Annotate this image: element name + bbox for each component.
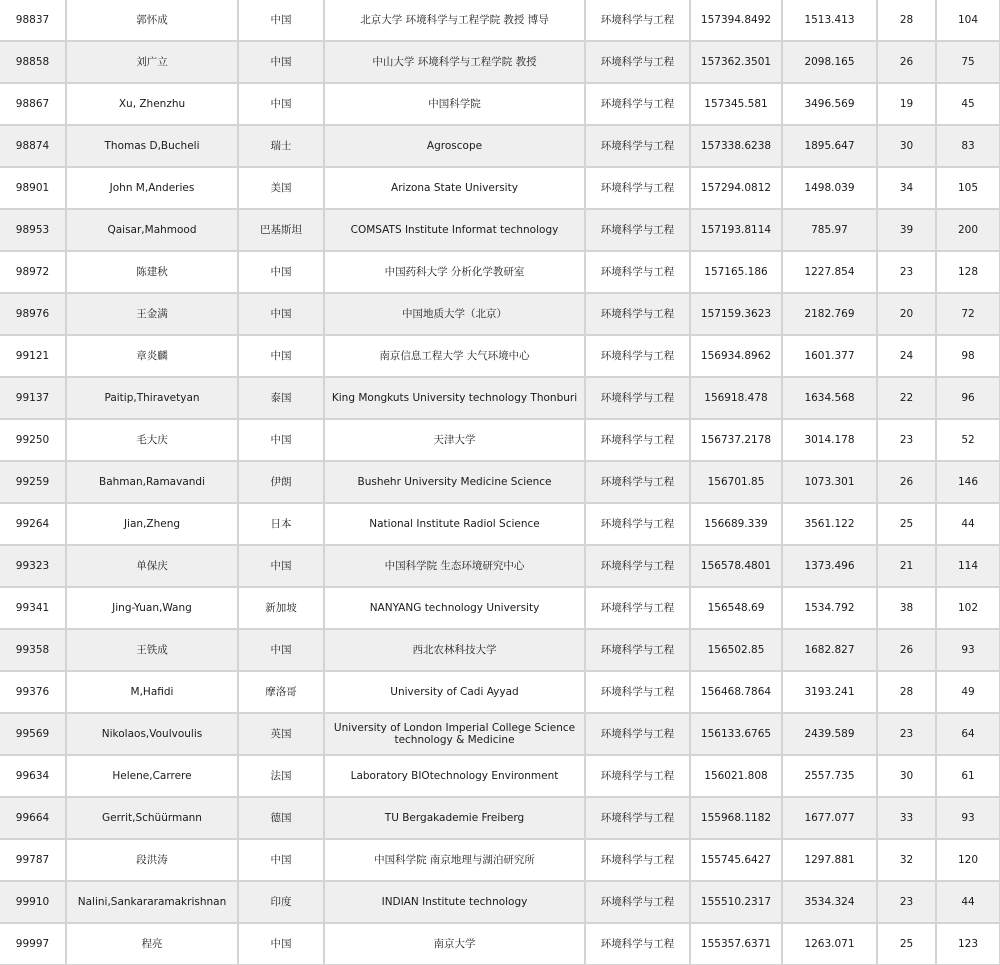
score-cell: 157345.581 (690, 83, 782, 125)
count-b-cell: 102 (936, 587, 1000, 629)
institution-cell: Agroscope (324, 125, 585, 167)
name-cell: 程亮 (66, 923, 238, 965)
value-cell: 1498.039 (782, 167, 877, 209)
value-cell: 3014.178 (782, 419, 877, 461)
field-cell: 环境科学与工程 (585, 713, 690, 755)
table-row (0, 545, 1000, 587)
table-row (0, 377, 1000, 419)
institution-cell: 中国科学院 生态环境研究中心 (324, 545, 585, 587)
score-cell: 157338.6238 (690, 125, 782, 167)
count-a-cell: 25 (877, 503, 936, 545)
count-a-cell: 28 (877, 0, 936, 41)
count-a-cell: 30 (877, 755, 936, 797)
value-cell: 1634.568 (782, 377, 877, 419)
table-row (0, 125, 1000, 167)
field-cell: 环境科学与工程 (585, 923, 690, 965)
country-cell: 中国 (238, 293, 324, 335)
score-cell: 156468.7864 (690, 671, 782, 713)
name-cell: Bahman,Ramavandi (66, 461, 238, 503)
field-cell: 环境科学与工程 (585, 881, 690, 923)
value-cell: 1227.854 (782, 251, 877, 293)
count-b-cell: 120 (936, 839, 1000, 881)
count-a-cell: 24 (877, 335, 936, 377)
score-cell: 156021.808 (690, 755, 782, 797)
institution-cell: 中山大学 环境科学与工程学院 教授 (324, 41, 585, 83)
table-row (0, 587, 1000, 629)
name-cell: Qaisar,Mahmood (66, 209, 238, 251)
table-row (0, 209, 1000, 251)
id-cell: 98972 (0, 251, 66, 293)
score-cell: 157394.8492 (690, 0, 782, 41)
name-cell: Gerrit,Schüürmann (66, 797, 238, 839)
score-cell: 155510.2317 (690, 881, 782, 923)
country-cell: 印度 (238, 881, 324, 923)
field-cell: 环境科学与工程 (585, 671, 690, 713)
id-cell: 98874 (0, 125, 66, 167)
institution-cell: COMSATS Institute Informat technology (324, 209, 585, 251)
name-cell: 毛大庆 (66, 419, 238, 461)
country-cell: 美国 (238, 167, 324, 209)
score-cell: 156737.2178 (690, 419, 782, 461)
count-a-cell: 30 (877, 125, 936, 167)
id-cell: 99137 (0, 377, 66, 419)
institution-cell: King Mongkuts University technology Thonburi (324, 377, 585, 419)
table-row (0, 251, 1000, 293)
id-cell: 99664 (0, 797, 66, 839)
id-cell: 99259 (0, 461, 66, 503)
field-cell: 环境科学与工程 (585, 293, 690, 335)
institution-cell: 北京大学 环境科学与工程学院 教授 博导 (324, 0, 585, 41)
count-b-cell: 93 (936, 797, 1000, 839)
id-cell: 99569 (0, 713, 66, 755)
id-cell: 99997 (0, 923, 66, 965)
table-row (0, 755, 1000, 797)
name-cell: 章炎麟 (66, 335, 238, 377)
country-cell: 日本 (238, 503, 324, 545)
value-cell: 2439.589 (782, 713, 877, 755)
country-cell: 中国 (238, 335, 324, 377)
name-cell: Xu, Zhenzhu (66, 83, 238, 125)
id-cell: 99358 (0, 629, 66, 671)
value-cell: 1534.792 (782, 587, 877, 629)
count-a-cell: 20 (877, 293, 936, 335)
score-cell: 157294.0812 (690, 167, 782, 209)
id-cell: 99910 (0, 881, 66, 923)
value-cell: 1297.881 (782, 839, 877, 881)
value-cell: 1682.827 (782, 629, 877, 671)
score-cell: 157362.3501 (690, 41, 782, 83)
name-cell: Nikolaos,Voulvoulis (66, 713, 238, 755)
country-cell: 英国 (238, 713, 324, 755)
institution-cell: 中国科学院 南京地理与湖泊研究所 (324, 839, 585, 881)
count-b-cell: 128 (936, 251, 1000, 293)
table-row (0, 41, 1000, 83)
count-a-cell: 39 (877, 209, 936, 251)
country-cell: 中国 (238, 251, 324, 293)
score-cell: 156502.85 (690, 629, 782, 671)
count-a-cell: 21 (877, 545, 936, 587)
id-cell: 99250 (0, 419, 66, 461)
name-cell: Paitip,Thiravetyan (66, 377, 238, 419)
count-b-cell: 75 (936, 41, 1000, 83)
count-a-cell: 38 (877, 587, 936, 629)
name-cell: Thomas D,Bucheli (66, 125, 238, 167)
score-cell: 156548.69 (690, 587, 782, 629)
table-row (0, 671, 1000, 713)
name-cell: Nalini,Sankararamakrishnan (66, 881, 238, 923)
institution-cell: University of Cadi Ayyad (324, 671, 585, 713)
country-cell: 巴基斯坦 (238, 209, 324, 251)
score-cell: 156701.85 (690, 461, 782, 503)
count-a-cell: 22 (877, 377, 936, 419)
count-a-cell: 23 (877, 251, 936, 293)
country-cell: 中国 (238, 545, 324, 587)
institution-cell: 南京大学 (324, 923, 585, 965)
institution-cell: 南京信息工程大学 大气环境中心 (324, 335, 585, 377)
institution-cell: 中国科学院 (324, 83, 585, 125)
country-cell: 泰国 (238, 377, 324, 419)
name-cell: Helene,Carrere (66, 755, 238, 797)
field-cell: 环境科学与工程 (585, 125, 690, 167)
table-row (0, 713, 1000, 755)
country-cell: 中国 (238, 83, 324, 125)
institution-cell: NANYANG technology University (324, 587, 585, 629)
value-cell: 1895.647 (782, 125, 877, 167)
count-a-cell: 23 (877, 881, 936, 923)
country-cell: 中国 (238, 923, 324, 965)
country-cell: 伊朗 (238, 461, 324, 503)
table-row (0, 83, 1000, 125)
table-row (0, 293, 1000, 335)
name-cell: 郭怀成 (66, 0, 238, 41)
name-cell: 王铁成 (66, 629, 238, 671)
id-cell: 98901 (0, 167, 66, 209)
name-cell: M,Hafidi (66, 671, 238, 713)
count-a-cell: 25 (877, 923, 936, 965)
table-row (0, 461, 1000, 503)
table-row (0, 503, 1000, 545)
count-a-cell: 33 (877, 797, 936, 839)
field-cell: 环境科学与工程 (585, 839, 690, 881)
score-cell: 156689.339 (690, 503, 782, 545)
institution-cell: Laboratory BIOtechnology Environment (324, 755, 585, 797)
score-cell: 155357.6371 (690, 923, 782, 965)
value-cell: 2557.735 (782, 755, 877, 797)
table-row (0, 0, 1000, 41)
table-row (0, 797, 1000, 839)
score-cell: 155745.6427 (690, 839, 782, 881)
table-row (0, 839, 1000, 881)
id-cell: 98867 (0, 83, 66, 125)
country-cell: 新加坡 (238, 587, 324, 629)
count-b-cell: 44 (936, 503, 1000, 545)
score-cell: 156578.4801 (690, 545, 782, 587)
field-cell: 环境科学与工程 (585, 41, 690, 83)
count-b-cell: 61 (936, 755, 1000, 797)
score-cell: 156918.478 (690, 377, 782, 419)
id-cell: 99787 (0, 839, 66, 881)
field-cell: 环境科学与工程 (585, 167, 690, 209)
value-cell: 2098.165 (782, 41, 877, 83)
field-cell: 环境科学与工程 (585, 755, 690, 797)
table-row (0, 881, 1000, 923)
field-cell: 环境科学与工程 (585, 461, 690, 503)
name-cell: John M,Anderies (66, 167, 238, 209)
field-cell: 环境科学与工程 (585, 377, 690, 419)
country-cell: 法国 (238, 755, 324, 797)
name-cell: Jian,Zheng (66, 503, 238, 545)
name-cell: 单保庆 (66, 545, 238, 587)
field-cell: 环境科学与工程 (585, 629, 690, 671)
id-cell: 99264 (0, 503, 66, 545)
count-b-cell: 45 (936, 83, 1000, 125)
country-cell: 中国 (238, 0, 324, 41)
institution-cell: TU Bergakademie Freiberg (324, 797, 585, 839)
count-a-cell: 26 (877, 461, 936, 503)
id-cell: 98837 (0, 0, 66, 41)
id-cell: 99121 (0, 335, 66, 377)
institution-cell: 中国药科大学 分析化学教研室 (324, 251, 585, 293)
institution-cell: Arizona State University (324, 167, 585, 209)
institution-cell: National Institute Radiol Science (324, 503, 585, 545)
count-b-cell: 114 (936, 545, 1000, 587)
score-cell: 157159.3623 (690, 293, 782, 335)
value-cell: 1677.077 (782, 797, 877, 839)
id-cell: 99634 (0, 755, 66, 797)
value-cell: 1263.071 (782, 923, 877, 965)
field-cell: 环境科学与工程 (585, 335, 690, 377)
field-cell: 环境科学与工程 (585, 251, 690, 293)
count-a-cell: 23 (877, 419, 936, 461)
score-cell: 157165.186 (690, 251, 782, 293)
count-b-cell: 93 (936, 629, 1000, 671)
institution-cell: 中国地质大学（北京） (324, 293, 585, 335)
name-cell: Jing-Yuan,Wang (66, 587, 238, 629)
score-cell: 156934.8962 (690, 335, 782, 377)
count-b-cell: 146 (936, 461, 1000, 503)
id-cell: 99341 (0, 587, 66, 629)
count-b-cell: 44 (936, 881, 1000, 923)
count-b-cell: 52 (936, 419, 1000, 461)
institution-cell: 天津大学 (324, 419, 585, 461)
count-a-cell: 26 (877, 629, 936, 671)
count-b-cell: 96 (936, 377, 1000, 419)
count-a-cell: 23 (877, 713, 936, 755)
value-cell: 3496.569 (782, 83, 877, 125)
score-cell: 157193.8114 (690, 209, 782, 251)
table-row (0, 167, 1000, 209)
id-cell: 98976 (0, 293, 66, 335)
id-cell: 99376 (0, 671, 66, 713)
table-row (0, 629, 1000, 671)
count-b-cell: 72 (936, 293, 1000, 335)
country-cell: 摩洛哥 (238, 671, 324, 713)
field-cell: 环境科学与工程 (585, 419, 690, 461)
count-b-cell: 49 (936, 671, 1000, 713)
value-cell: 2182.769 (782, 293, 877, 335)
count-b-cell: 64 (936, 713, 1000, 755)
field-cell: 环境科学与工程 (585, 209, 690, 251)
value-cell: 1073.301 (782, 461, 877, 503)
field-cell: 环境科学与工程 (585, 83, 690, 125)
value-cell: 3193.241 (782, 671, 877, 713)
country-cell: 德国 (238, 797, 324, 839)
count-a-cell: 19 (877, 83, 936, 125)
field-cell: 环境科学与工程 (585, 797, 690, 839)
field-cell: 环境科学与工程 (585, 0, 690, 41)
table-row (0, 923, 1000, 965)
country-cell: 瑞士 (238, 125, 324, 167)
field-cell: 环境科学与工程 (585, 503, 690, 545)
institution-cell: University of London Imperial College Science technology & Medicine (324, 713, 585, 755)
institution-cell: 西北农林科技大学 (324, 629, 585, 671)
value-cell: 3561.122 (782, 503, 877, 545)
id-cell: 99323 (0, 545, 66, 587)
name-cell: 段洪涛 (66, 839, 238, 881)
country-cell: 中国 (238, 419, 324, 461)
country-cell: 中国 (238, 839, 324, 881)
id-cell: 98858 (0, 41, 66, 83)
field-cell: 环境科学与工程 (585, 587, 690, 629)
name-cell: 刘广立 (66, 41, 238, 83)
name-cell: 陈建秋 (66, 251, 238, 293)
count-b-cell: 104 (936, 0, 1000, 41)
value-cell: 1513.413 (782, 0, 877, 41)
field-cell: 环境科学与工程 (585, 545, 690, 587)
value-cell: 1373.496 (782, 545, 877, 587)
country-cell: 中国 (238, 41, 324, 83)
count-a-cell: 34 (877, 167, 936, 209)
country-cell: 中国 (238, 629, 324, 671)
value-cell: 1601.377 (782, 335, 877, 377)
name-cell: 王金满 (66, 293, 238, 335)
score-cell: 156133.6765 (690, 713, 782, 755)
count-a-cell: 26 (877, 41, 936, 83)
count-b-cell: 200 (936, 209, 1000, 251)
count-b-cell: 83 (936, 125, 1000, 167)
count-b-cell: 123 (936, 923, 1000, 965)
table-row (0, 419, 1000, 461)
value-cell: 3534.324 (782, 881, 877, 923)
count-b-cell: 105 (936, 167, 1000, 209)
institution-cell: INDIAN Institute technology (324, 881, 585, 923)
count-a-cell: 28 (877, 671, 936, 713)
table-row (0, 335, 1000, 377)
score-cell: 155968.1182 (690, 797, 782, 839)
value-cell: 785.97 (782, 209, 877, 251)
count-a-cell: 32 (877, 839, 936, 881)
institution-cell: Bushehr University Medicine Science (324, 461, 585, 503)
count-b-cell: 98 (936, 335, 1000, 377)
id-cell: 98953 (0, 209, 66, 251)
